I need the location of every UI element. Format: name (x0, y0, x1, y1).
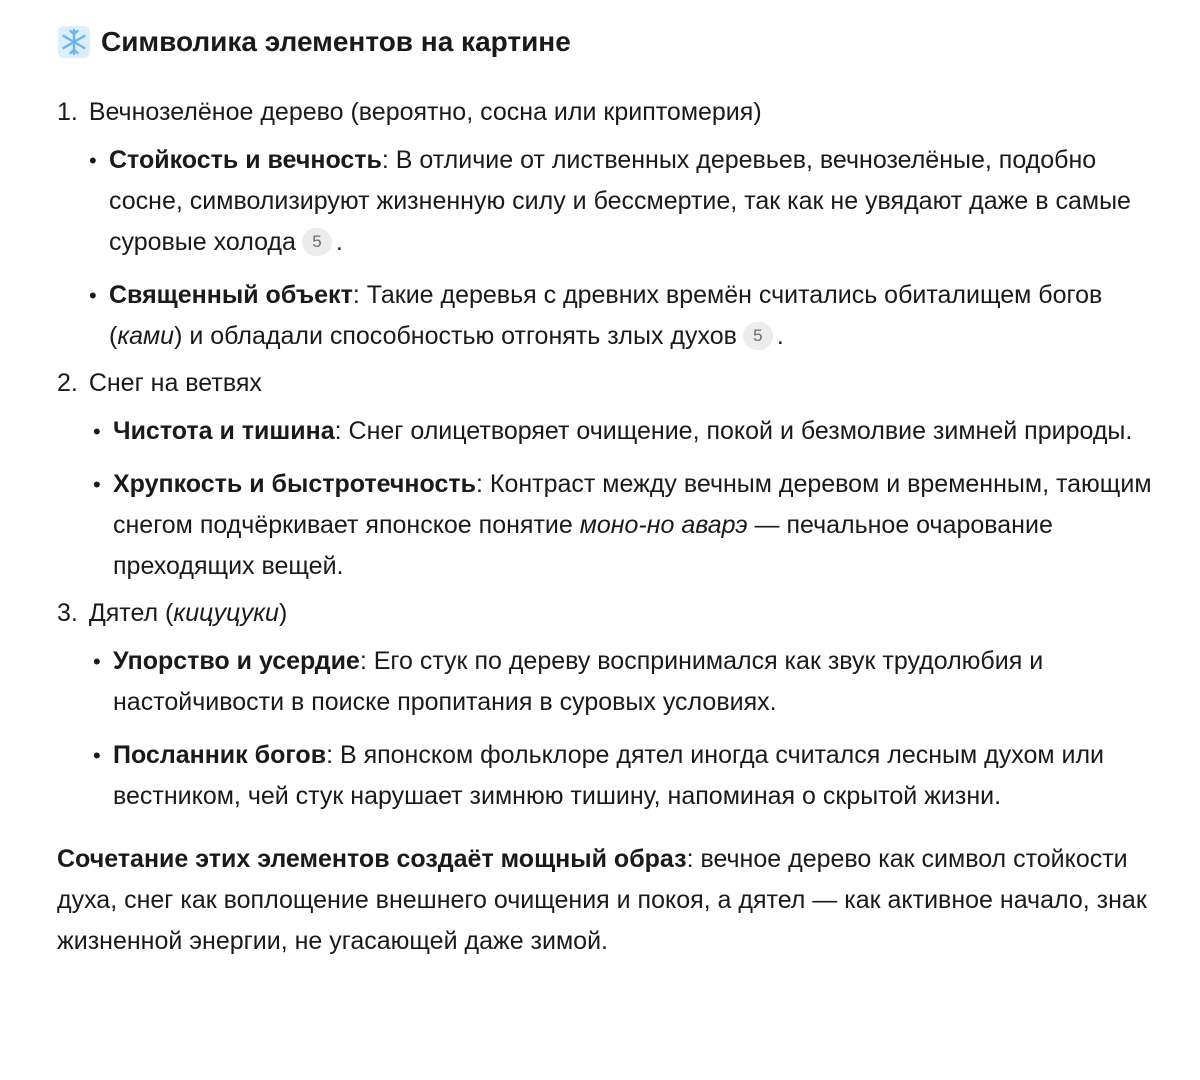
citation-badge[interactable]: 5 (743, 322, 773, 350)
page-title: Символика элементов на картине (101, 26, 571, 57)
term: Упорство и усердие (113, 647, 360, 675)
conclusion-paragraph: Сочетание этих элементов создаёт мощный образ: вечное дерево как символ стойкости духа, снег как воплощение внешнего очищения и покоя, а дятел — как активное начало, знак жизненной энергии, не угасающей даже зимой. (57, 845, 1147, 955)
list-item-2 (57, 367, 1160, 587)
item-heading: 2. Снег на ветвях (57, 369, 262, 397)
list-item: • Стойкость и вечность: В отличие от лиственных деревьев, вечнозелёные, подобно сосне, символизируют жизненную силу и бессмертие, так как не увядают даже в самые суровые холода 5 . (89, 146, 1131, 256)
term: Стойкость и вечность (109, 146, 382, 174)
snowflake-icon (57, 25, 91, 59)
list-item-1 (57, 96, 1160, 357)
item-heading: 3. Дятел (кицуцуки) (57, 599, 288, 627)
list-item-3 (57, 597, 1160, 817)
list-item: • Посланник богов: В японском фольклоре дятел иногда считался лесным духом или вестником, чей стук нарушает зимнюю тишину, напоминая о скрытой жизни. (93, 741, 1105, 810)
list-item: • Упорство и усердие: Его стук по дереву воспринимался как звук трудолюбия и настойчивости в поиске пропитания в суровых условиях. (93, 647, 1044, 716)
term: Священный объект (109, 281, 353, 309)
list-item: • Чистота и тишина: Снег олицетворяет очищение, покой и безмолвие зимней природы. (93, 417, 1133, 445)
list-item: • Священный объект: Такие деревья с древних времён считались обиталищем богов (ками) и обладали способностью отгонять злых духов 5 . (89, 281, 1103, 350)
list-item: • Хрупкость и быстротечность: Контраст между вечным деревом и временным, тающим снегом подчёркивает японское понятие моно-но аварэ — печальное очарование преходящих вещей. (93, 470, 1152, 580)
bullet-list (57, 140, 1160, 357)
bullet-list (57, 411, 1160, 587)
term: Чистота и тишина (113, 417, 335, 445)
citation-badge[interactable]: 5 (302, 228, 332, 256)
item-heading: 1. Вечнозелёное дерево (вероятно, сосна или криптомерия) (57, 98, 762, 126)
term: Посланник богов (113, 741, 327, 769)
section-heading (57, 22, 1160, 62)
bullet-list (57, 641, 1160, 817)
term: Хрупкость и быстротечность (113, 470, 476, 498)
